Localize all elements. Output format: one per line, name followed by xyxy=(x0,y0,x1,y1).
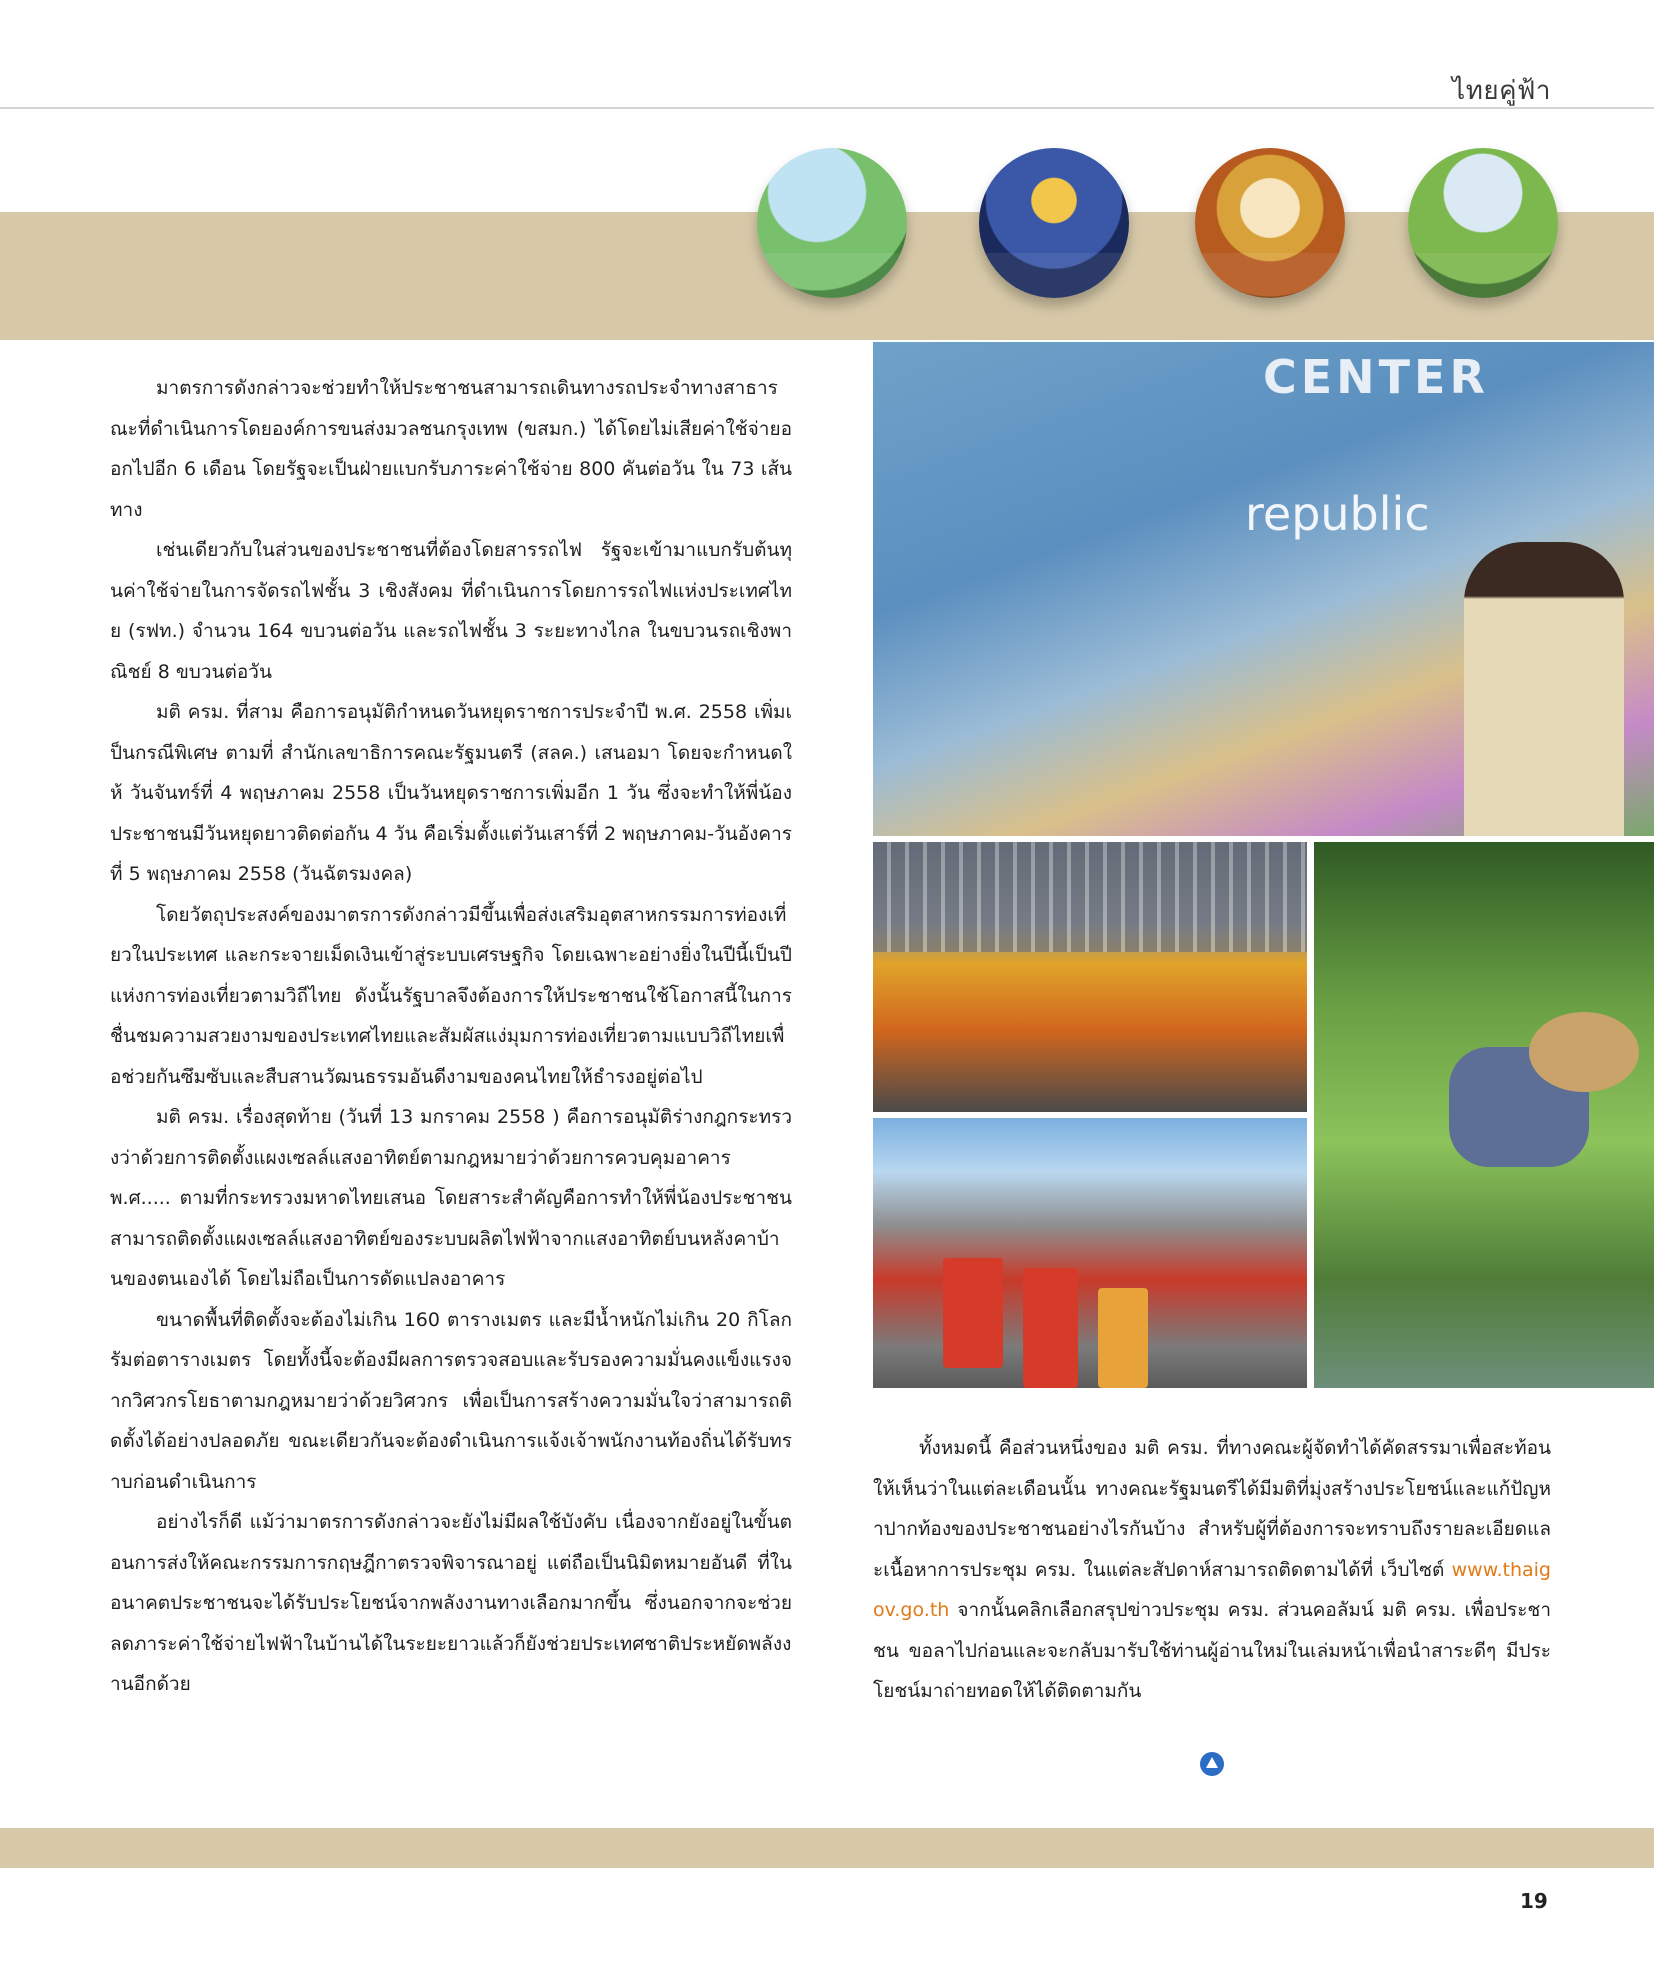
bus-traffic-photo xyxy=(873,1118,1307,1388)
closing-text-2: จากนั้นคลิกเลือกสรุปข่าวประชุม ครม. ส่วนคอลัมน์ มติ ครม. เพื่อประชาชน ขอลาไปก่อนและจะกลับมารับใช้ท่านผู้อ่านใหม่ในเล่มหน้าเพื่อนำสาระดีๆ มีประโยชน์มาถ่ายทอดให้ได้ติดตามกัน xyxy=(873,1599,1551,1702)
farmer-hat xyxy=(1529,1012,1639,1092)
paragraph: อย่างไรก็ดี แม้ว่ามาตรการดังกล่าวจะยังไม่มีผลใช้บังคับ เนื่องจากยังอยู่ในขั้นตอนการส่งให้คณะกรรมการกฤษฎีกาตรวจพิจารณาอยู่ แต่ถือเป็นนิมิตหมายอันดี ที่ในอนาคตประชาชนจะได้รับประโยชน์จากพลังงานทางเลือกมากขึ้น ซึ่งนอกจากจะช่วยลดภาระค่าใช้จ่ายไฟฟ้าในบ้านได้ในระยะยาวแล้วก็ยังช่วยประเทศชาติประหยัดพลังงานอีกด้วย xyxy=(110,1511,792,1695)
sign-text-republic: republic xyxy=(1245,487,1430,541)
food-circle-image xyxy=(1195,148,1345,298)
station-roof xyxy=(873,842,1307,952)
bus-shape xyxy=(1098,1288,1148,1388)
sign-text-center: CENTER xyxy=(1263,350,1489,404)
bus-shape xyxy=(1023,1268,1078,1388)
paragraph: มติ ครม. เรื่องสุดท้าย (วันที่ 13 มกราคม 2558 ) คือการอนุมัติร่างกฎกระทรวงว่าด้วยการติดตั้งแผงเซลล์แสงอาทิตย์ตามกฎหมายว่าด้วยการควบคุมอาคาร พ.ศ..... ตามที่กระทรวงมหาดไทยเสนอ โดยสาระสำคัญคือการทำให้พี่น้องประชาชนสามารถติดตั้งแผงเซลล์แสงอาทิตย์ของระบบผลิตไฟฟ้าจากแสงอาทิตย์บนหลังคาบ้านของตนเองได้ โดยไม่ถือเป็นการดัดแปลงอาคาร xyxy=(110,1106,792,1290)
right-article-column xyxy=(873,1428,1551,1712)
header-rule xyxy=(0,107,1654,109)
magazine-brand: ไทยคู่ฟ้า xyxy=(1452,76,1551,106)
farming-circle-image xyxy=(1408,148,1558,298)
pm-speech-photo xyxy=(873,342,1654,836)
closing-paragraph xyxy=(873,1428,1551,1712)
bus-shape xyxy=(943,1258,1003,1368)
end-mark-icon xyxy=(1200,1752,1224,1776)
train-station-photo xyxy=(873,842,1307,1112)
left-article-column xyxy=(110,368,792,1705)
tourism-circle-image-2 xyxy=(979,148,1129,298)
closing-text-1: ทั้งหมดนี้ คือส่วนหนึ่งของ มติ ครม. ที่ทางคณะผู้จัดทำได้คัดสรรมาเพื่อสะท้อนให้เห็นว่าในแต่ละเดือนนั้น ทางคณะรัฐมนตรีได้มีมติที่มุ่งสร้างประโยชน์และแก้ปัญหาปากท้องของประชาชนอย่างไรกันบ้าง สำหรับผู้ที่ต้องการจะทราบถึงรายละเอียดและเนื้อหาการประชุม ครม. ในแต่ละสัปดาห์สามารถติดตามได้ที่ เว็บไซต์ xyxy=(873,1437,1551,1581)
paragraph: เช่นเดียวกับในส่วนของประชาชนที่ต้องโดยสารรถไฟ รัฐจะเข้ามาแบกรับต้นทุนค่าใช้จ่ายในการจัดรถไฟชั้น 3 เชิงสังคม ที่ดำเนินการโดยการรถไฟแห่งประเทศไทย (รฟท.) จำนวน 164 ขบวนต่อวัน และรถไฟชั้น 3 ระยะทางไกล ในขบวนรถเชิงพาณิชย์ 8 ขบวนต่อวัน xyxy=(110,539,792,683)
paragraph: ขนาดพื้นที่ติดตั้งจะต้องไม่เกิน 160 ตารางเมตร และมีน้ำหนักไม่เกิน 20 กิโลกรัมต่อตารางเมตร โดยทั้งนี้จะต้องมีผลการตรวจสอบและรับรองความมั่นคงแข็งแรงจากวิศวกรโยธาตามกฎหมายว่าด้วยวิศวกร เพื่อเป็นการสร้างความมั่นใจว่าสามารถติดตั้งได้อย่างปลอดภัย ขณะเดียวกันจะต้องดำเนินการแจ้งเจ้าพนักงานท้องถิ่นได้รับทราบก่อนดำเนินการ xyxy=(110,1308,792,1493)
speaker-figure xyxy=(1464,542,1624,836)
paragraph: โดยวัตถุประสงค์ของมาตรการดังกล่าวมีขึ้นเพื่อส่งเสริมอุตสาหกรรมการท่องเที่ยวในประเทศ และกระจายเม็ดเงินเข้าสู่ระบบเศรษฐกิจ โดยเฉพาะอย่างยิ่งในปีนี้เป็นปีแห่งการท่องเที่ยวตามวิถีไทย ดังนั้นรัฐบาลจึงต้องการให้ประชาชนใช้โอกาสนี้ในการชื่นชมความสวยงามของประเทศไทยและสัมผัสแง่มุมการท่องเที่ยวตามแบบวิถีไทยเพื่อช่วยกันซึมซับและสืบสานวัฒนธรรมอันดีงามของคนไทยให้ธำรงอยู่ต่อไป xyxy=(110,903,792,1088)
tourism-circle-image-1 xyxy=(757,148,907,298)
bottom-decor-band xyxy=(0,1828,1654,1868)
page-number: 19 xyxy=(1520,1889,1548,1913)
rice-farmer-photo xyxy=(1314,842,1654,1388)
paragraph: มติ ครม. ที่สาม คือการอนุมัติกำหนดวันหยุดราชการประจำปี พ.ศ. 2558 เพิ่มเป็นกรณีพิเศษ ตามที่ สำนักเลขาธิการคณะรัฐมนตรี (สลค.) เสนอมา โดยจะกำหนดให้ วันจันทร์ที่ 4 พฤษภาคม 2558 เป็นวันหยุดราชการเพิ่มอีก 1 วัน ซึ่งจะทำให้พี่น้องประชาชนมีวันหยุดยาวติดต่อกัน 4 วัน คือเริ่มตั้งแต่วันเสาร์ที่ 2 พฤษภาคม-วันอังคารที่ 5 พฤษภาคม 2558 (วันฉัตรมงคล) xyxy=(110,701,792,885)
paragraph: มาตรการดังกล่าวจะช่วยทำให้ประชาชนสามารถเดินทางรถประจำทางสาธารณะที่ดำเนินการโดยองค์การขนส่งมวลชนกรุงเทพ (ขสมก.) ได้โดยไม่เสียค่าใช้จ่ายออกไปอีก 6 เดือน โดยรัฐจะเป็นฝ่ายแบกรับภาระค่าใช้จ่าย 800 คันต่อวัน ใน 73 เส้นทาง xyxy=(110,377,792,521)
website-link[interactable]: www.thaigov.go.th xyxy=(873,1558,1551,1621)
